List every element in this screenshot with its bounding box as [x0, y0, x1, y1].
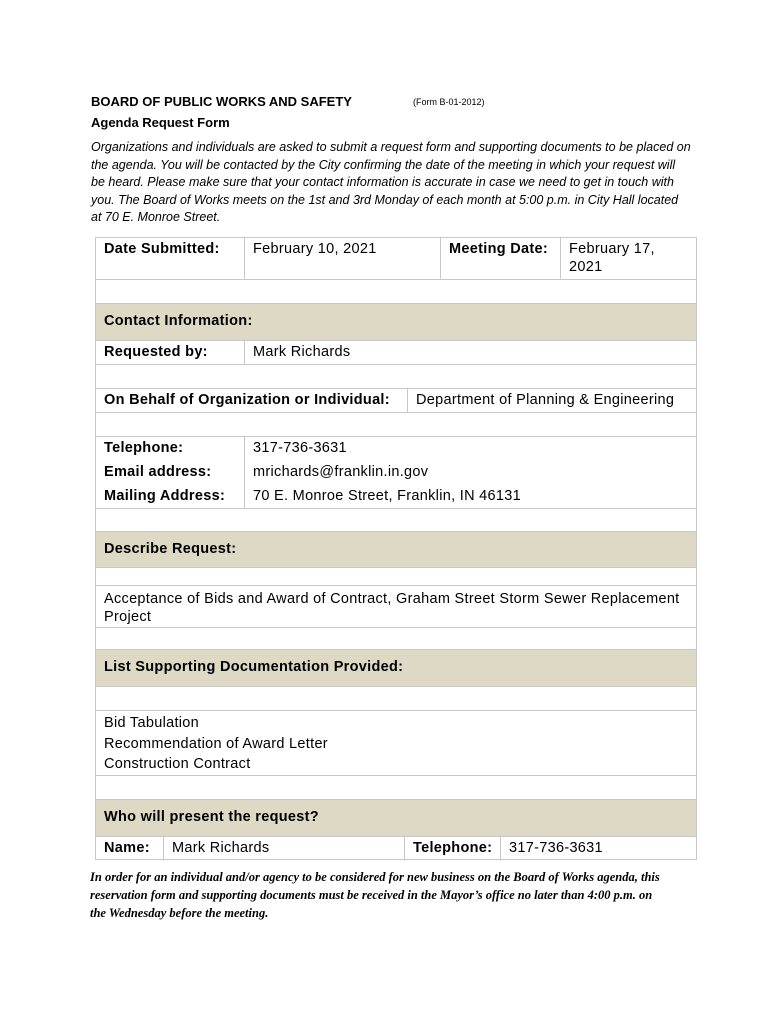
agenda-request-form [95, 237, 697, 860]
docs-section-header [96, 650, 696, 687]
on-behalf-label: On Behalf of Organization or Individual: [104, 392, 390, 408]
on-behalf-field[interactable]: Department of Planning & Engineering [407, 389, 696, 412]
spacer-row [96, 776, 696, 800]
presenter-name-field[interactable]: Mark Richards [163, 837, 404, 861]
presenter-section-header [96, 800, 696, 837]
mailing-field[interactable]: 70 E. Monroe Street, Franklin, IN 46131 [244, 485, 696, 508]
spacer-row [96, 413, 696, 437]
dates-row [96, 238, 696, 280]
mailing-row [96, 485, 696, 509]
describe-section-header [96, 532, 696, 568]
docs-list[interactable] [96, 711, 696, 775]
spacer-row [96, 568, 696, 586]
form-number: (Form B-01-2012) [413, 97, 485, 107]
email-field[interactable]: mrichards@franklin.in.gov [244, 461, 696, 485]
email-label: Email address: [104, 464, 212, 480]
board-title: BOARD OF PUBLIC WORKS AND SAFETY [91, 94, 352, 109]
doc-item: Recommendation of Award Letter [104, 735, 328, 752]
spacer-row [96, 628, 696, 650]
describe-section-title: Describe Request: [104, 541, 237, 557]
contact-section-header [96, 304, 696, 341]
presenter-phone-field[interactable]: 317-736-3631 [500, 837, 696, 861]
mailing-label: Mailing Address: [104, 488, 226, 504]
presenter-phone-label: Telephone: [404, 837, 500, 861]
presenter-section-title: Who will present the request? [104, 809, 319, 825]
email-row [96, 461, 696, 485]
spacer-row [96, 687, 696, 711]
request-description[interactable]: Acceptance of Bids and Award of Contract, Graham Street Storm Sewer Replacement Project [104, 591, 680, 625]
spacer-row [96, 365, 696, 389]
footer-notice: In order for an individual and/or agency to be considered for new business on the Board of Works agenda, this reservation form and supporting documents must be received in the Mayor’s office no later than 4:00 p.m. on the Wednesday before the meeting. [90, 870, 660, 920]
requested-by-row [96, 341, 696, 365]
docs-row [96, 711, 696, 776]
telephone-field[interactable]: 317-736-3631 [244, 437, 696, 461]
requested-by-label: Requested by: [104, 344, 208, 360]
date-submitted-label: Date Submitted: [104, 241, 220, 257]
form-subtitle: Agenda Request Form [91, 115, 230, 130]
form-header [91, 93, 485, 130]
spacer-row [96, 280, 696, 304]
contact-section-title: Contact Information: [104, 313, 253, 329]
telephone-label: Telephone: [104, 440, 184, 456]
presenter-name-label: Name: [104, 840, 150, 856]
telephone-row [96, 437, 696, 461]
meeting-date-label: Meeting Date: [440, 238, 560, 279]
date-submitted-field[interactable]: February 10, 2021 [244, 238, 440, 279]
intro-paragraph: Organizations and individuals are asked to submit a request form and supporting documents to be placed on the agenda. You will be contacted by the City confirming the date of the meeting in which your request will be heard. Please make sure that your contact information is accurate in case we need to get in touch with you. The Board of Works meets on the 1st and 3rd Monday of each month at 5:00 p.m. in City Hall located at 70 E. Monroe Street. [91, 140, 691, 224]
docs-section-title: List Supporting Documentation Provided: [104, 659, 404, 675]
presenter-row [96, 837, 696, 861]
meeting-date-field[interactable]: February 17, 2021 [560, 238, 696, 279]
on-behalf-row [96, 389, 696, 413]
request-row [96, 586, 696, 628]
spacer-row [96, 509, 696, 532]
doc-item: Construction Contract [104, 756, 251, 772]
doc-item: Bid Tabulation [104, 715, 200, 731]
requested-by-field[interactable]: Mark Richards [244, 341, 696, 364]
